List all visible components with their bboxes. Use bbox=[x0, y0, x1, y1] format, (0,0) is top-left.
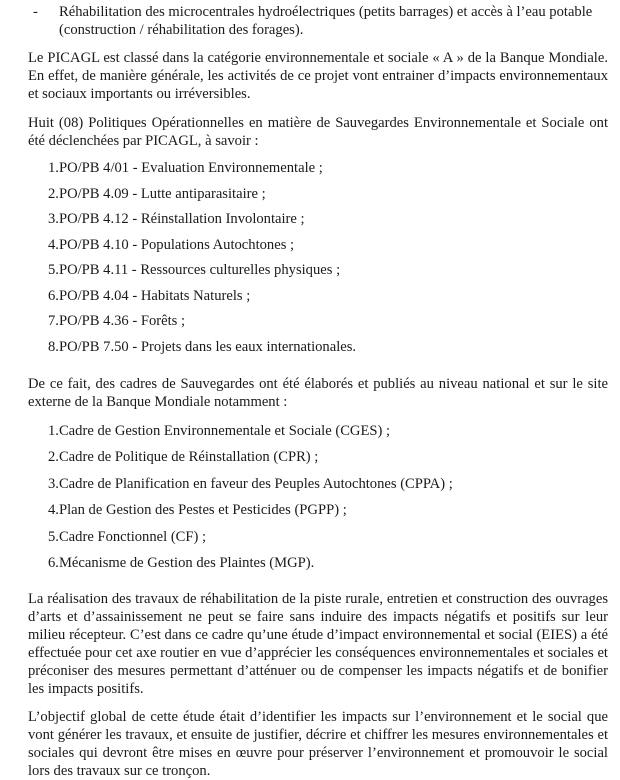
list-item: 8.PO/PB 7.50 - Projets dans les eaux internationales. bbox=[48, 338, 357, 355]
list-item: 2.Cadre de Politique de Réinstallation (CPR) ; bbox=[48, 449, 319, 466]
list-item: 4.PO/PB 4.10 - Populations Autochtones ; bbox=[48, 236, 295, 253]
list-item: 3.PO/PB 4.12 - Réinstallation Involontaire ; bbox=[48, 211, 305, 227]
list-item: 5.PO/PB 4.11 - Ressources culturelles physiques ; bbox=[48, 262, 341, 278]
bullet-item bbox=[28, 3, 608, 39]
frameworks-list bbox=[28, 422, 608, 580]
paragraph-impact-study: La réalisation des travaux de réhabilitation de la piste rurale, entretien et construction des ouvrages d’arts et d’assainissement ne peut se faire sans induire des impacts négatifs et positifs sur leur milieu récepteur. C’est dans ce cadre qu’une étude d’impact environnemental et social (EIES) a été effectuée pour cet axe routier en vue d’apprécier les conséquences environnementales et sociales et préconiser des mesures permettant d’atténuer ou de compenser les impacts négatifs et de bonifier les impacts positifs. bbox=[28, 591, 608, 698]
list-item: 1.PO/PB 4/01 - Evaluation Environnementale ; bbox=[48, 160, 323, 176]
bullet-dash: - bbox=[33, 4, 38, 20]
paragraph-classification: Le PICAGL est classé dans la catégorie environnementale et sociale « A » de la Banque Mondiale. En effet, de manière générale, les activités de ce projet vont entrainer d’impacts environnementaux et sociaux importants ou irréversibles. bbox=[28, 50, 608, 102]
policies-list bbox=[28, 159, 608, 363]
list-item: 1.Cadre de Gestion Environnementale et Sociale (CGES) ; bbox=[48, 423, 391, 439]
list-item: 4.Plan de Gestion des Pestes et Pesticides (PGPP) ; bbox=[48, 502, 347, 519]
list-item: 3.Cadre de Planification en faveur des Peuples Autochtones (CPPA) ; bbox=[48, 475, 453, 492]
list-item: 2.PO/PB 4.09 - Lutte antiparasitaire ; bbox=[48, 185, 266, 202]
paragraph-frameworks-intro: De ce fait, des cadres de Sauvegardes ont été élaborés et publiés au niveau national et sur le site externe de la Banque Mondiale notamment : bbox=[28, 376, 608, 410]
list-item: 6.Mécanisme de Gestion des Plaintes (MGP). bbox=[48, 554, 315, 571]
list-item: 6.PO/PB 4.04 - Habitats Naturels ; bbox=[48, 287, 251, 304]
list-item: 7.PO/PB 4.36 - Forêts ; bbox=[48, 313, 186, 329]
paragraph-study-objective: L’objectif global de cette étude était d’identifier les impacts sur l’environnement et le social que vont générer les travaux, et ensuite de justifier, décrire et chiffrer les mesures environnementales et sociales qui devront être mises en œuvre pour préserver l’environnement et promouvoir le social lors des travaux sur ce tronçon. bbox=[28, 709, 608, 780]
paragraph-policies-intro: Huit (08) Politiques Opérationnelles en matière de Sauvegardes Environnementale et Sociale ont été déclenchées par PICAGL, à savoir : bbox=[28, 115, 608, 149]
list-item: 5.Cadre Fonctionnel (CF) ; bbox=[48, 528, 207, 545]
document-page bbox=[0, 3, 620, 780]
bullet-text: Réhabilitation des microcentrales hydroélectriques (petits barrages) et accès à l’eau potable (construction / réhabilitation des forages). bbox=[59, 4, 593, 38]
